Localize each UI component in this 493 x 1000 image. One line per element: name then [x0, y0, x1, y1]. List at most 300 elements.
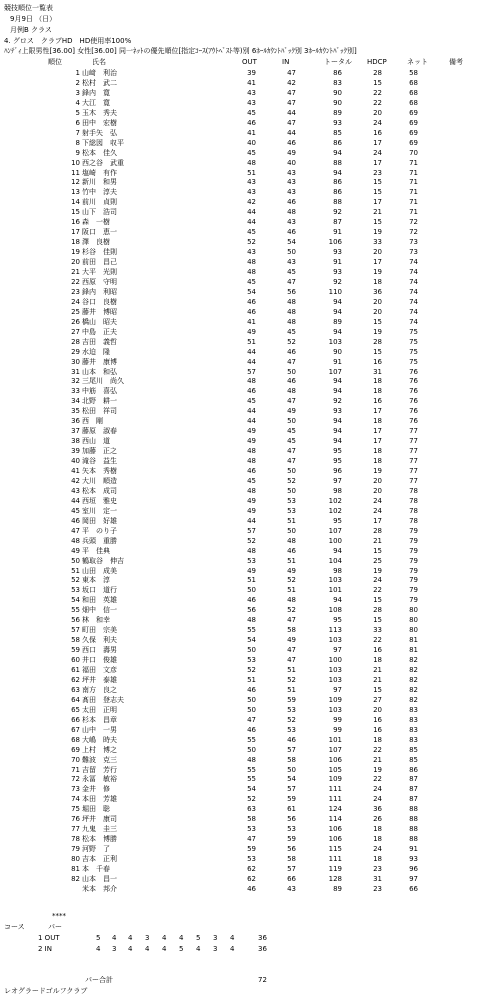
hdcp-cell: 15 — [373, 347, 382, 356]
in-score-cell: 49 — [287, 636, 296, 645]
event-name: 月例B クラス — [10, 26, 52, 34]
hdcp-cell: 15 — [373, 78, 382, 87]
table-row — [0, 696, 493, 706]
player-name-cell: 中筋 喜弘 — [82, 387, 117, 396]
total-score-cell: 95 — [333, 616, 342, 625]
out-score-cell: 49 — [247, 437, 256, 446]
out-score-cell: 48 — [247, 486, 256, 495]
rank-cell: 71 — [71, 765, 80, 774]
hdcp-cell: 20 — [373, 248, 382, 257]
total-score-cell: 103 — [328, 675, 342, 684]
table-row — [0, 567, 493, 577]
out-score-cell: 62 — [247, 865, 256, 873]
total-score-cell: 103 — [328, 337, 342, 346]
hdcp-cell: 20 — [373, 297, 382, 306]
rank-cell: 46 — [71, 516, 80, 525]
par-row — [0, 945, 493, 955]
net-score-cell: 82 — [409, 675, 418, 684]
player-name-cell: 中島 正夫 — [82, 327, 117, 336]
rank-cell: 78 — [71, 835, 80, 844]
in-score-cell: 51 — [287, 556, 296, 565]
net-score-cell: 78 — [409, 516, 418, 525]
hdcp-cell: 33 — [373, 626, 382, 635]
in-score-cell: 52 — [287, 337, 296, 346]
table-row — [0, 129, 493, 139]
rank-cell: 74 — [71, 795, 80, 804]
hdcp-cell: 18 — [373, 835, 382, 844]
table-row — [0, 855, 493, 865]
in-score-cell: 47 — [287, 277, 296, 286]
rank-cell: 49 — [71, 546, 80, 555]
rank-cell: 68 — [71, 735, 80, 744]
par-hole-cell: 4 — [230, 934, 235, 942]
player-name-cell: 林 和幸 — [82, 616, 110, 625]
out-score-cell: 43 — [247, 88, 256, 97]
out-score-cell: 53 — [247, 556, 256, 565]
in-score-cell: 57 — [287, 865, 296, 873]
net-score-cell: 75 — [409, 327, 418, 336]
rank-cell: 43 — [71, 486, 80, 495]
player-name-cell: 兵頭 重勝 — [82, 536, 117, 545]
in-score-cell: 46 — [287, 228, 296, 237]
table-row — [0, 457, 493, 467]
total-score-cell: 86 — [333, 188, 342, 197]
hdcp-cell: 27 — [373, 695, 382, 704]
net-score-cell: 83 — [409, 735, 418, 744]
out-score-cell: 49 — [247, 427, 256, 436]
total-score-cell: 98 — [333, 486, 342, 495]
total-score-cell: 93 — [333, 268, 342, 276]
out-score-cell: 53 — [247, 855, 256, 864]
hdcp-cell: 16 — [373, 646, 382, 655]
total-score-cell: 99 — [333, 725, 342, 734]
table-row — [0, 716, 493, 726]
out-score-cell: 47 — [247, 715, 256, 724]
in-score-cell: 44 — [287, 108, 296, 117]
in-score-cell: 43 — [287, 218, 296, 227]
hdcp-cell: 18 — [373, 855, 382, 864]
out-score-cell: 46 — [247, 118, 256, 127]
rank-cell: 4 — [75, 98, 80, 107]
hdcp-cell: 31 — [373, 367, 382, 376]
net-score-cell: 83 — [409, 725, 418, 734]
net-score-cell: 74 — [409, 277, 418, 286]
table-row — [0, 477, 493, 487]
out-score-cell: 43 — [247, 178, 256, 187]
hdcp-cell: 21 — [373, 536, 382, 545]
table-row — [0, 308, 493, 318]
hdcp-cell: 15 — [373, 317, 382, 326]
table-row — [0, 766, 493, 776]
player-name-cell: 杉谷 佳則 — [82, 248, 117, 257]
col-hdcp-header: HDCP — [367, 58, 387, 66]
rank-cell: 2 — [75, 78, 80, 87]
rank-cell: 63 — [71, 685, 80, 694]
total-score-cell: 94 — [333, 307, 342, 316]
out-score-cell: 59 — [247, 845, 256, 854]
total-score-cell: 103 — [328, 636, 342, 645]
in-score-cell: 43 — [287, 168, 296, 177]
out-score-cell: 55 — [247, 735, 256, 744]
hdcp-cell: 18 — [373, 457, 382, 466]
out-score-cell: 51 — [247, 576, 256, 585]
out-score-cell: 41 — [247, 128, 256, 137]
total-score-cell: 93 — [333, 407, 342, 416]
in-score-cell: 52 — [287, 675, 296, 684]
in-score-cell: 56 — [287, 845, 296, 854]
table-row — [0, 258, 493, 268]
in-score-cell: 51 — [287, 666, 296, 674]
player-name-cell: 鋒内 利昭 — [82, 287, 117, 296]
net-score-cell: 83 — [409, 715, 418, 724]
par-total-cell: 36 — [258, 934, 267, 942]
col-name-header: 氏名 — [92, 58, 106, 66]
net-score-cell: 93 — [409, 855, 418, 864]
total-score-cell: 93 — [333, 118, 342, 127]
rank-cell: 36 — [71, 417, 80, 426]
net-score-cell: 75 — [409, 347, 418, 356]
net-score-cell: 87 — [409, 795, 418, 804]
total-score-cell: 105 — [328, 765, 342, 774]
rank-cell: 69 — [71, 745, 80, 754]
player-name-cell: 久保 利夫 — [82, 636, 117, 645]
hdcp-cell: 15 — [373, 218, 382, 227]
player-name-cell: 下総図 収平 — [82, 138, 124, 147]
out-score-cell: 43 — [247, 98, 256, 107]
hdcp-cell: 24 — [373, 506, 382, 515]
table-row — [0, 228, 493, 238]
in-score-cell: 57 — [287, 745, 296, 754]
hdcp-cell: 18 — [373, 825, 382, 834]
table-row — [0, 278, 493, 288]
total-score-cell: 93 — [333, 248, 342, 257]
table-row — [0, 397, 493, 407]
total-score-cell: 87 — [333, 218, 342, 227]
par-hole-cell: 4 — [145, 944, 150, 953]
out-score-cell: 49 — [247, 496, 256, 505]
total-score-cell: 94 — [333, 427, 342, 436]
table-row — [0, 606, 493, 616]
table-row — [0, 338, 493, 348]
rank-cell: 6 — [75, 118, 80, 127]
col-rank-header: 順位 — [48, 58, 62, 66]
in-score-cell: 45 — [287, 327, 296, 336]
rank-cell: 38 — [71, 437, 80, 446]
table-row — [0, 666, 493, 676]
rank-cell: 9 — [75, 148, 80, 157]
col-total-header: トータル — [324, 58, 352, 66]
net-score-cell: 72 — [409, 218, 418, 227]
table-row — [0, 487, 493, 497]
player-name-cell: 町田 宗美 — [82, 626, 117, 635]
in-score-cell: 46 — [287, 138, 296, 147]
hdcp-cell: 18 — [373, 387, 382, 396]
table-row — [0, 208, 493, 218]
hdcp-cell: 15 — [373, 596, 382, 605]
rank-cell: 39 — [71, 447, 80, 456]
hdcp-cell: 18 — [373, 447, 382, 456]
in-score-cell: 47 — [287, 118, 296, 127]
total-score-cell: 94 — [333, 387, 342, 396]
total-score-cell: 86 — [333, 138, 342, 147]
table-row — [0, 218, 493, 228]
table-row — [0, 188, 493, 198]
rank-cell: 21 — [71, 268, 80, 276]
in-score-cell: 47 — [287, 98, 296, 107]
out-score-cell: 41 — [247, 78, 256, 87]
hdcp-cell: 17 — [373, 158, 382, 167]
rank-cell: 22 — [71, 277, 80, 286]
out-score-cell: 46 — [247, 387, 256, 396]
player-name-cell: 玉木 秀夫 — [82, 108, 117, 117]
table-row — [0, 417, 493, 427]
rank-cell: 77 — [71, 825, 80, 834]
player-name-cell: 坪井 泰雄 — [82, 675, 117, 684]
total-score-cell: 90 — [333, 98, 342, 107]
hdcp-cell: 18 — [373, 377, 382, 386]
par-hole-cell: 4 — [162, 944, 167, 953]
net-score-cell: 76 — [409, 397, 418, 406]
hdcp-cell: 21 — [373, 666, 382, 674]
player-name-cell: 山本 昌一 — [82, 874, 117, 883]
out-score-cell: 58 — [247, 815, 256, 824]
handicap-rules: ﾊﾝﾃﾞｨ上限男性[36.00] 女性[36.00] 同一ﾈｯﾄの優先順位[指定ｺｰｽ(ｱｳﾄﾍﾞｽﾄ等)別 6ﾎｰﾙｶｳﾝﾄﾊﾞｯｸ別 3ﾎｰﾙｶｳﾝﾄﾊﾞｯｸ別] — [4, 47, 357, 55]
rank-cell: 67 — [71, 725, 80, 734]
net-score-cell: 77 — [409, 476, 418, 485]
in-score-cell: 51 — [287, 586, 296, 595]
par-hole-cell: 4 — [196, 944, 201, 953]
in-score-cell: 46 — [287, 377, 296, 386]
net-score-cell: 68 — [409, 98, 418, 107]
out-score-cell: 46 — [247, 725, 256, 734]
player-name-cell: 大嶋 時夫 — [82, 735, 117, 744]
hdcp-cell: 21 — [373, 208, 382, 217]
out-score-cell: 45 — [247, 228, 256, 237]
player-name-cell: 難波 克三 — [82, 755, 117, 764]
player-name-cell: 橋山 昭夫 — [82, 317, 117, 326]
in-score-cell: 53 — [287, 725, 296, 734]
separator-marks: **** — [52, 912, 66, 920]
player-name-cell: 堀田 聡 — [82, 805, 110, 814]
in-score-cell: 47 — [287, 88, 296, 97]
player-name-cell: 坂口 道行 — [82, 586, 117, 595]
table-row — [0, 89, 493, 99]
hdcp-cell: 15 — [373, 546, 382, 555]
net-score-cell: 72 — [409, 228, 418, 237]
player-name-cell: 山本 和弘 — [82, 367, 117, 376]
hdcp-cell: 18 — [373, 735, 382, 744]
out-score-cell: 55 — [247, 765, 256, 774]
table-row — [0, 119, 493, 129]
net-score-cell: 74 — [409, 297, 418, 306]
player-name-cell: 谷口 良樹 — [82, 297, 117, 306]
col-out-header: OUT — [242, 58, 257, 66]
out-score-cell: 48 — [247, 258, 256, 267]
total-score-cell: 95 — [333, 457, 342, 466]
par-hole-cell: 4 — [230, 944, 235, 953]
in-score-cell: 50 — [287, 367, 296, 376]
table-row — [0, 596, 493, 606]
hdcp-cell: 23 — [373, 884, 382, 893]
rank-cell: 1 — [75, 69, 80, 77]
hdcp-cell: 20 — [373, 476, 382, 485]
in-score-cell: 48 — [287, 297, 296, 306]
table-row — [0, 676, 493, 686]
total-score-cell: 95 — [333, 516, 342, 525]
table-row — [0, 656, 493, 666]
net-score-cell: 73 — [409, 248, 418, 257]
player-name-cell: 三尾川 尚久 — [82, 377, 124, 386]
net-score-cell: 78 — [409, 496, 418, 505]
rank-cell: 47 — [71, 526, 80, 535]
player-name-cell: 前川 貞則 — [82, 198, 117, 207]
total-score-cell: 92 — [333, 397, 342, 406]
rank-cell: 73 — [71, 785, 80, 794]
total-score-cell: 94 — [333, 297, 342, 306]
total-score-cell: 100 — [328, 656, 342, 665]
out-score-cell: 48 — [247, 616, 256, 625]
out-score-cell: 39 — [247, 69, 256, 77]
net-score-cell: 79 — [409, 566, 418, 575]
in-score-cell: 50 — [287, 526, 296, 535]
total-score-cell: 94 — [333, 596, 342, 605]
out-score-cell: 52 — [247, 666, 256, 674]
total-score-cell: 89 — [333, 108, 342, 117]
in-score-cell: 57 — [287, 785, 296, 794]
player-name-cell: 金井 修 — [82, 785, 110, 794]
total-score-cell: 111 — [328, 785, 342, 794]
table-row — [0, 169, 493, 179]
table-row — [0, 368, 493, 378]
player-name-cell: 太田 正明 — [82, 705, 117, 714]
player-name-cell: 水迫 隆 — [82, 347, 110, 356]
hdcp-cell: 31 — [373, 874, 382, 883]
player-name-cell: 井口 俊雄 — [82, 656, 117, 665]
hdcp-cell: 15 — [373, 188, 382, 197]
par-total-value: 72 — [258, 976, 267, 984]
net-score-cell: 79 — [409, 546, 418, 555]
rank-cell: 27 — [71, 327, 80, 336]
player-name-cell: 室川 定一 — [82, 506, 117, 515]
total-score-cell: 98 — [333, 566, 342, 575]
out-score-cell: 49 — [247, 566, 256, 575]
net-score-cell: 70 — [409, 148, 418, 157]
net-score-cell: 88 — [409, 825, 418, 834]
table-row — [0, 437, 493, 447]
player-name-cell: 藤井 康博 — [82, 357, 117, 366]
out-score-cell: 47 — [247, 835, 256, 844]
in-score-cell: 45 — [287, 437, 296, 446]
player-name-cell: 吉本 正利 — [82, 855, 117, 864]
net-score-cell: 73 — [409, 238, 418, 247]
player-name-cell: 竹中 淳夫 — [82, 188, 117, 197]
rank-cell: 79 — [71, 845, 80, 854]
rank-cell: 81 — [71, 865, 80, 873]
hdcp-cell: 36 — [373, 805, 382, 814]
out-score-cell: 45 — [247, 397, 256, 406]
in-score-cell: 53 — [287, 705, 296, 714]
in-score-cell: 66 — [287, 874, 296, 883]
out-score-cell: 41 — [247, 317, 256, 326]
net-score-cell: 69 — [409, 108, 418, 117]
player-name-cell: 和田 英雄 — [82, 596, 117, 605]
hdcp-cell: 18 — [373, 417, 382, 426]
hdcp-cell: 26 — [373, 815, 382, 824]
in-score-cell: 47 — [287, 646, 296, 655]
net-score-cell: 78 — [409, 506, 418, 515]
table-row — [0, 328, 493, 338]
net-score-cell: 97 — [409, 874, 418, 883]
rank-cell: 7 — [75, 128, 80, 137]
player-name-cell: 鋒内 寛 — [82, 88, 110, 97]
rank-cell: 24 — [71, 297, 80, 306]
in-score-cell: 46 — [287, 735, 296, 744]
in-score-cell: 53 — [287, 496, 296, 505]
table-row — [0, 815, 493, 825]
player-name-cell: 福田 文彦 — [82, 666, 117, 674]
rank-cell: 75 — [71, 805, 80, 814]
net-score-cell: 74 — [409, 287, 418, 296]
par-row — [0, 934, 493, 944]
table-row — [0, 69, 493, 79]
table-row — [0, 407, 493, 417]
out-score-cell: 52 — [247, 795, 256, 804]
table-row — [0, 427, 493, 437]
out-score-cell: 53 — [247, 656, 256, 665]
par-hole-cell: 4 — [128, 944, 133, 953]
total-score-cell: 86 — [333, 69, 342, 77]
in-score-cell: 43 — [287, 188, 296, 197]
table-row — [0, 875, 493, 885]
total-score-cell: 91 — [333, 258, 342, 267]
out-score-cell: 45 — [247, 148, 256, 157]
rank-cell: 40 — [71, 457, 80, 466]
hdcp-cell: 16 — [373, 357, 382, 366]
total-score-cell: 96 — [333, 467, 342, 475]
player-name-cell: 九鬼 圭三 — [82, 825, 117, 834]
total-score-cell: 103 — [328, 576, 342, 585]
player-name-cell: 杉本 昌章 — [82, 715, 117, 724]
col-in-header: IN — [282, 58, 290, 66]
hdcp-cell: 28 — [373, 69, 382, 77]
hdcp-cell: 20 — [373, 307, 382, 316]
net-score-cell: 96 — [409, 865, 418, 873]
total-score-cell: 101 — [328, 586, 342, 595]
out-score-cell: 56 — [247, 606, 256, 615]
rank-cell: 53 — [71, 586, 80, 595]
in-score-cell: 59 — [287, 835, 296, 844]
net-score-cell: 77 — [409, 427, 418, 436]
in-score-cell: 46 — [287, 198, 296, 207]
out-score-cell: 62 — [247, 874, 256, 883]
net-score-cell: 76 — [409, 417, 418, 426]
net-score-cell: 82 — [409, 666, 418, 674]
in-score-cell: 48 — [287, 307, 296, 316]
rank-cell: 70 — [71, 755, 80, 764]
hdcp-cell: 24 — [373, 845, 382, 854]
total-score-cell: 83 — [333, 78, 342, 87]
hdcp-cell: 17 — [373, 407, 382, 416]
total-score-cell: 106 — [328, 755, 342, 764]
net-score-cell: 69 — [409, 138, 418, 147]
out-score-cell: 48 — [247, 457, 256, 466]
total-score-cell: 91 — [333, 228, 342, 237]
table-row — [0, 706, 493, 716]
report-date: 9月9日 （日） — [10, 15, 57, 23]
net-score-cell: 79 — [409, 526, 418, 535]
out-score-cell: 44 — [247, 417, 256, 426]
net-score-cell: 69 — [409, 128, 418, 137]
